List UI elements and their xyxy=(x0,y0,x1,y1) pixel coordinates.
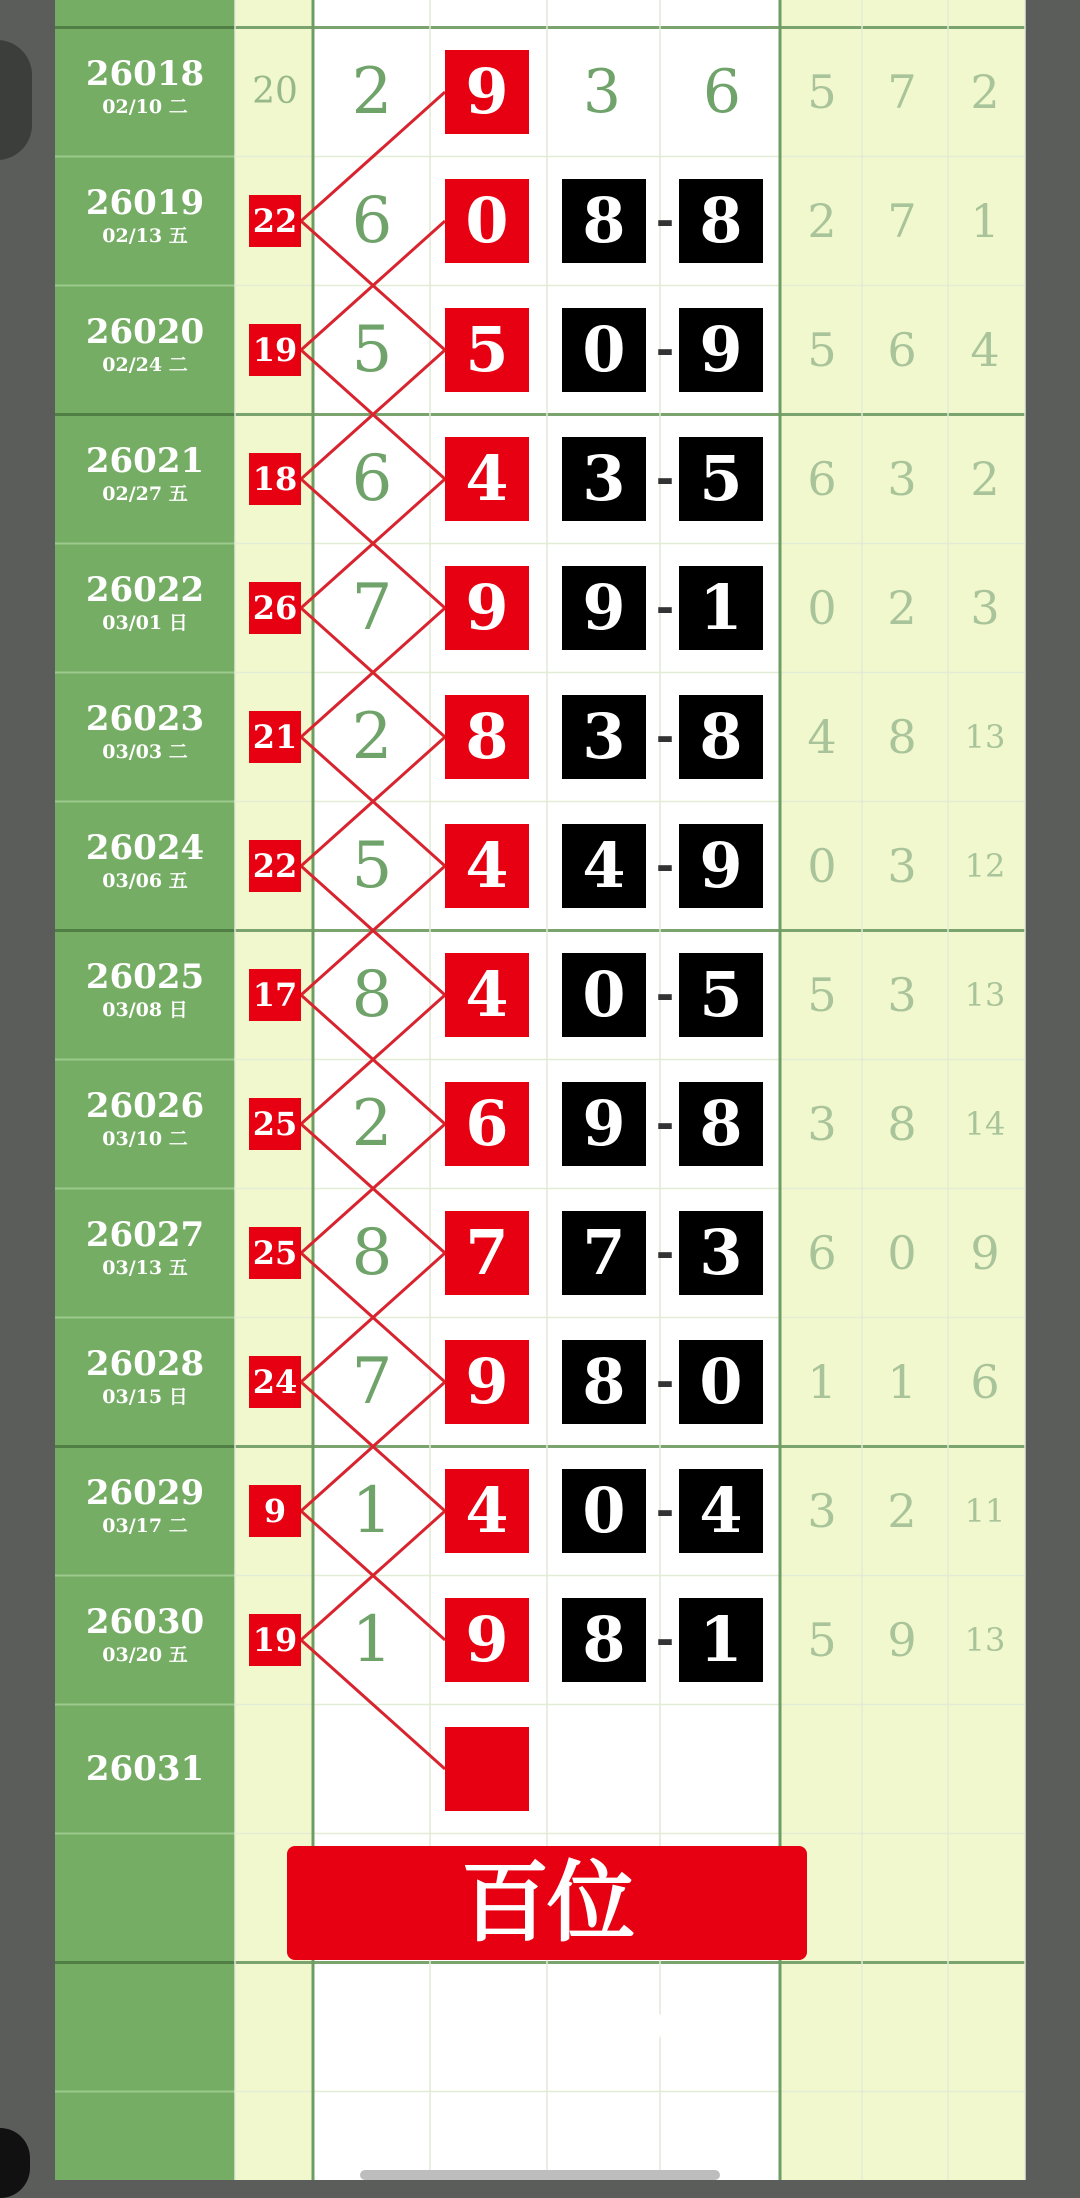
units-digit: 6 xyxy=(702,57,742,127)
tens-digit-box: 7 xyxy=(562,1211,646,1295)
sum-value-box: 19 xyxy=(249,1614,301,1666)
stat-value: 9 xyxy=(970,1226,1000,1280)
hundreds-digit-box: 7 xyxy=(445,1211,529,1295)
hundreds-digit-box: 4 xyxy=(445,824,529,908)
units-digit-box: 1 xyxy=(679,566,763,650)
hundreds-digit-box: 4 xyxy=(445,953,529,1037)
span-digit: 5 xyxy=(351,829,393,903)
sum-value-box: 25 xyxy=(249,1098,301,1150)
units-digit-box: 5 xyxy=(679,953,763,1037)
stat-value: 13 xyxy=(964,718,1006,756)
stat-value: 12 xyxy=(964,847,1006,885)
sum-value-box: 24 xyxy=(249,1356,301,1408)
hundreds-digit-box: 9 xyxy=(445,50,529,134)
stat-value: 3 xyxy=(807,1097,837,1151)
hundreds-digit-banner: 百位013568 xyxy=(287,1846,807,1960)
stat-value: 7 xyxy=(887,194,917,248)
issue-number: 26027 xyxy=(85,1215,205,1255)
span-digit: 8 xyxy=(351,1216,393,1290)
units-digit-box: 5 xyxy=(679,437,763,521)
span-digit: 1 xyxy=(351,1603,393,1677)
issue-date: 02/10 二 xyxy=(102,96,188,118)
sum-value-box: 17 xyxy=(249,969,301,1021)
digit-dash: - xyxy=(655,840,675,891)
issue-date: 02/13 五 xyxy=(102,225,188,247)
hundreds-digit-box: 4 xyxy=(445,1469,529,1553)
issue-number: 26020 xyxy=(85,312,205,352)
tens-digit: 3 xyxy=(582,57,622,127)
issue-number: 26018 xyxy=(85,54,205,94)
stat-value: 6 xyxy=(887,323,917,377)
stat-value: 5 xyxy=(807,323,837,377)
units-digit-box: 9 xyxy=(679,824,763,908)
hundreds-digit-box: 4 xyxy=(445,437,529,521)
stat-value: 5 xyxy=(807,1613,837,1667)
issue-date: 03/01 日 xyxy=(102,612,188,634)
sum-value-box: 21 xyxy=(249,711,301,763)
digit-dash: - xyxy=(655,1485,675,1536)
issue-date: 02/27 五 xyxy=(102,483,188,505)
next-hundreds-box xyxy=(445,1727,529,1811)
hundreds-digit-box: 9 xyxy=(445,1598,529,1682)
tens-digit-box: 9 xyxy=(562,1082,646,1166)
issue-date: 03/15 日 xyxy=(102,1386,188,1408)
hundreds-digit-box: 5 xyxy=(445,308,529,392)
digit-dash: - xyxy=(655,969,675,1020)
stat-value: 3 xyxy=(887,452,917,506)
span-digit: 2 xyxy=(351,1087,393,1161)
digit-dash: - xyxy=(655,1098,675,1149)
issue-number: 26021 xyxy=(85,441,205,481)
sum-value-box: 25 xyxy=(249,1227,301,1279)
stat-value: 13 xyxy=(964,1621,1006,1659)
span-digit: 7 xyxy=(351,1345,393,1419)
issue-number: 26028 xyxy=(85,1344,205,1384)
stat-value: 1 xyxy=(807,1355,837,1409)
tens-digit-box: 9 xyxy=(562,566,646,650)
stat-value: 11 xyxy=(964,1492,1006,1530)
stat-value: 6 xyxy=(807,1226,837,1280)
stat-value: 2 xyxy=(970,65,1000,119)
stat-value: 3 xyxy=(970,581,1000,635)
span-digit: 6 xyxy=(351,184,393,258)
digit-dash: - xyxy=(655,324,675,375)
span-digit: 6 xyxy=(351,442,393,516)
hundreds-digit-box: 0 xyxy=(445,179,529,263)
units-digit-box: 4 xyxy=(679,1469,763,1553)
digit-dash: - xyxy=(655,195,675,246)
span-digit: 8 xyxy=(351,958,393,1032)
stat-value: 0 xyxy=(807,839,837,893)
sum-value-box: 19 xyxy=(249,324,301,376)
units-digit-box: 0 xyxy=(679,1340,763,1424)
stat-value: 4 xyxy=(970,323,1000,377)
issue-number: 26029 xyxy=(85,1473,205,1513)
units-digit-box: 1 xyxy=(679,1598,763,1682)
issue-date: 03/20 五 xyxy=(102,1644,188,1666)
stat-value: 13 xyxy=(964,976,1006,1014)
tens-digit-box: 0 xyxy=(562,308,646,392)
stat-value: 0 xyxy=(807,581,837,635)
tens-digit-box: 8 xyxy=(562,179,646,263)
digit-dash: - xyxy=(655,1614,675,1665)
stat-value: 5 xyxy=(807,65,837,119)
hundreds-digit-box: 6 xyxy=(445,1082,529,1166)
hundreds-digit-box: 9 xyxy=(445,566,529,650)
stat-value: 14 xyxy=(964,1105,1006,1143)
issue-number: 26023 xyxy=(85,699,205,739)
stat-value: 2 xyxy=(887,581,917,635)
stat-value: 4 xyxy=(807,710,837,764)
sum-value-box: 18 xyxy=(249,453,301,505)
stat-value: 9 xyxy=(887,1613,917,1667)
stat-value: 1 xyxy=(887,1355,917,1409)
stat-value: 6 xyxy=(807,452,837,506)
issue-date: 03/13 五 xyxy=(102,1257,188,1279)
units-digit-box: 3 xyxy=(679,1211,763,1295)
issue-number: 26030 xyxy=(85,1602,205,1642)
issue-number: 26025 xyxy=(85,957,205,997)
stat-value: 3 xyxy=(807,1484,837,1538)
stat-value: 2 xyxy=(887,1484,917,1538)
issue-number: 26019 xyxy=(85,183,205,223)
issue-date: 03/17 二 xyxy=(102,1515,188,1537)
tens-digit-box: 0 xyxy=(562,1469,646,1553)
span-digit: 2 xyxy=(351,55,393,129)
digit-dash: - xyxy=(655,1227,675,1278)
units-digit-box: 8 xyxy=(679,695,763,779)
digit-dash: - xyxy=(655,1356,675,1407)
stat-value: 7 xyxy=(887,65,917,119)
span-digit: 7 xyxy=(351,571,393,645)
sum-value-box: 9 xyxy=(249,1485,301,1537)
tens-digit-box: 8 xyxy=(562,1340,646,1424)
tens-digit-box: 0 xyxy=(562,953,646,1037)
units-digit-box: 9 xyxy=(679,308,763,392)
home-indicator[interactable] xyxy=(360,2170,720,2180)
hundreds-digit-box: 8 xyxy=(445,695,529,779)
sum-value-box: 26 xyxy=(249,582,301,634)
issue-number: 26031 xyxy=(85,1749,205,1789)
digit-dash: - xyxy=(655,582,675,633)
sum-value-box: 22 xyxy=(249,840,301,892)
issue-number: 26022 xyxy=(85,570,205,610)
units-digit-box: 8 xyxy=(679,1082,763,1166)
tens-digit-box: 4 xyxy=(562,824,646,908)
stat-value: 2 xyxy=(807,194,837,248)
stat-value: 2 xyxy=(970,452,1000,506)
digit-dash: - xyxy=(655,453,675,504)
stat-value: 0 xyxy=(887,1226,917,1280)
overlay-button[interactable] xyxy=(0,40,32,160)
stat-value: 8 xyxy=(887,1097,917,1151)
issue-date: 03/08 日 xyxy=(102,999,188,1021)
issue-number: 26024 xyxy=(85,828,205,868)
tens-digit-box: 3 xyxy=(562,695,646,779)
digit-dash: - xyxy=(655,711,675,762)
issue-date: 03/06 五 xyxy=(102,870,188,892)
stat-value: 6 xyxy=(970,1355,1000,1409)
units-digit-box: 8 xyxy=(679,179,763,263)
issue-date: 03/03 二 xyxy=(102,741,188,763)
sum-value-box: 22 xyxy=(249,195,301,247)
span-digit: 5 xyxy=(351,313,393,387)
tens-digit-box: 3 xyxy=(562,437,646,521)
issue-date: 03/10 二 xyxy=(102,1128,188,1150)
sum-value: 20 xyxy=(252,71,298,112)
tens-digit-box: 8 xyxy=(562,1598,646,1682)
span-digit: 1 xyxy=(351,1474,393,1548)
span-digit: 2 xyxy=(351,700,393,774)
stat-value: 5 xyxy=(807,968,837,1022)
issue-number: 26026 xyxy=(85,1086,205,1126)
stat-value: 3 xyxy=(887,968,917,1022)
stat-value: 3 xyxy=(887,839,917,893)
issue-date: 02/24 二 xyxy=(102,354,188,376)
hundreds-digit-box: 9 xyxy=(445,1340,529,1424)
stat-value: 1 xyxy=(970,194,1000,248)
stat-value: 8 xyxy=(887,710,917,764)
